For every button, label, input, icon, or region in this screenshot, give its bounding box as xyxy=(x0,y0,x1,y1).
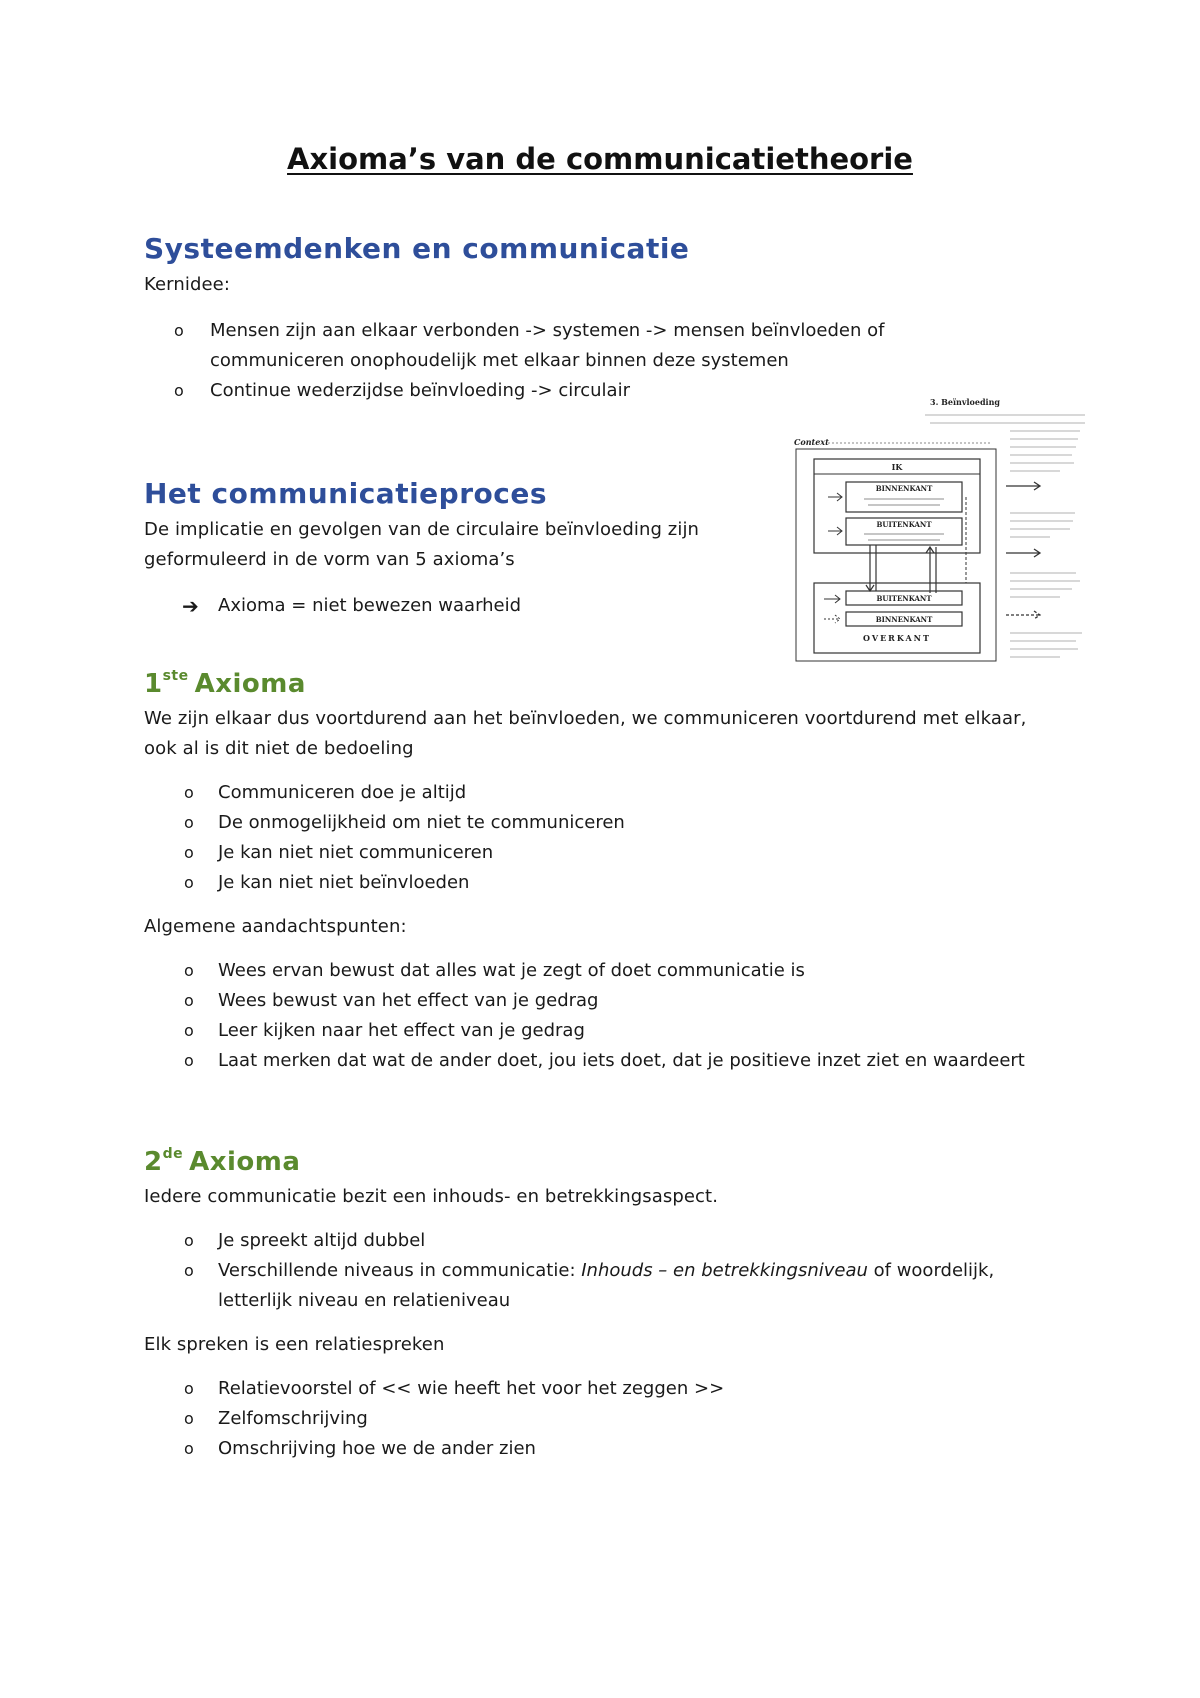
axioma-1-heading: 1ste Axioma xyxy=(144,668,306,699)
section-axioma-1 xyxy=(144,668,1064,1076)
arrow-list-item: ➔ Axioma = niet bewezen waarheid xyxy=(144,591,764,621)
section-axioma-2 xyxy=(144,1146,1064,1464)
bullet-list xyxy=(144,1374,1064,1464)
bullet-icon: o xyxy=(184,991,194,1011)
list-item: o Mensen zijn aan elkaar verbonden -> systemen -> mensen beïnvloeden of communiceren onophoudelijk met elkaar binnen deze systemen xyxy=(144,316,1024,376)
list-item: o Continue wederzijdse beïnvloeding -> circulair xyxy=(144,376,1024,406)
bullet-icon: o xyxy=(184,1409,194,1429)
list-item: o Laat merken dat wat de ander doet, jou iets doet, dat je positieve inzet ziet en waardeert xyxy=(144,1046,1064,1076)
section-systeemdenken xyxy=(144,232,1064,406)
bullet-list xyxy=(144,1226,1024,1316)
section-intro: De implicatie en gevolgen van de circulaire beïnvloeding zijn geformuleerd in de vorm van 5 axioma’s xyxy=(144,518,700,570)
axioma-2-heading: 2de Axioma xyxy=(144,1146,301,1177)
list-item: o Je spreekt altijd dubbel xyxy=(144,1226,1024,1256)
figure-buitenkant-2: BUITENKANT xyxy=(876,594,932,603)
list-item: o Relatievoorstel of << wie heeft het voor het zeggen >> xyxy=(144,1374,1064,1404)
bullet-icon: o xyxy=(184,1051,194,1071)
list-item: o Omschrijving hoe we de ander zien xyxy=(144,1434,1064,1464)
figure-binnenkant-1: BINNENKANT xyxy=(875,484,933,493)
list-item: o Wees bewust van het effect van je gedrag xyxy=(144,986,1064,1016)
bullet-list xyxy=(144,778,1064,898)
bullet-icon: o xyxy=(184,1439,194,1459)
section-heading: Systeemdenken en communicatie xyxy=(144,232,690,265)
figure-buitenkant-1: BUITENKANT xyxy=(876,520,932,529)
bullet-icon: o xyxy=(184,1379,194,1399)
bullet-icon: o xyxy=(184,783,194,803)
list-item: o Zelfomschrijving xyxy=(144,1404,1064,1434)
section-intro: Kernidee: xyxy=(144,273,231,295)
bullet-icon: o xyxy=(184,873,194,893)
bullet-icon: o xyxy=(174,320,184,340)
bullet-icon: o xyxy=(184,843,194,863)
axioma-1-text: We zijn elkaar dus voortdurend aan het beïnvloeden, we communiceren voortdurend met elkaar, ook al is dit niet de bedoeling xyxy=(144,708,1027,760)
bullet-icon: o xyxy=(184,961,194,981)
bullet-icon: o xyxy=(184,1021,194,1041)
figure-context-label: Context xyxy=(794,437,829,447)
bullet-icon: o xyxy=(174,380,184,400)
figure-ik-label: IK xyxy=(891,462,903,472)
list-item: o Wees ervan bewust dat alles wat je zegt of doet communicatie is xyxy=(144,956,1064,986)
axioma-2-text: Iedere communicatie bezit een inhouds- en betrekkingsaspect. xyxy=(144,1186,719,1208)
influence-diagram-image xyxy=(790,393,1090,665)
figure-overkant: OVERKANT xyxy=(863,633,931,643)
document-title: Axioma’s van de communicatietheorie xyxy=(287,142,913,176)
list-item: o Je kan niet niet communiceren xyxy=(144,838,1064,868)
section-communicatieproces xyxy=(144,477,764,621)
list-item: o Je kan niet niet beïnvloeden xyxy=(144,868,1064,898)
bullet-icon: o xyxy=(184,1261,194,1281)
figure-binnenkant-2: BINNENKANT xyxy=(875,615,933,624)
figure-heading: 3. Beïnvloeding xyxy=(930,397,1000,407)
bullet-list xyxy=(144,956,1064,1076)
list-item: o De onmogelijkheid om niet te communiceren xyxy=(144,808,1064,838)
list-item: o Verschillende niveaus in communicatie: Inhouds – en betrekkingsniveau of woordelijk, letterlijk niveau en relatieniveau xyxy=(144,1256,1024,1316)
arrow-right-icon: ➔ xyxy=(182,593,199,618)
axioma-1-subheading: Algemene aandachtspunten: xyxy=(144,916,407,938)
bullet-icon: o xyxy=(184,813,194,833)
axioma-2-subheading: Elk spreken is een relatiespreken xyxy=(144,1334,445,1356)
list-item: o Communiceren doe je altijd xyxy=(144,778,1064,808)
list-item: o Leer kijken naar het effect van je gedrag xyxy=(144,1016,1064,1046)
section-heading: Het communicatieproces xyxy=(144,477,548,510)
bullet-icon: o xyxy=(184,1231,194,1251)
